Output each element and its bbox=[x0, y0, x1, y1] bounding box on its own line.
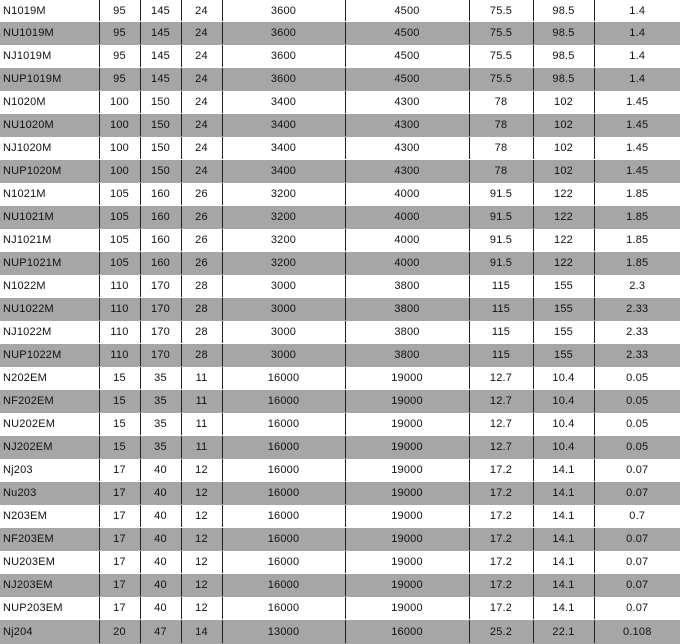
dynamic-load-cell: 78 bbox=[469, 137, 533, 160]
width-cell: 24 bbox=[181, 45, 222, 68]
static-load-cell: 98.5 bbox=[533, 68, 594, 91]
weight-cell: 2.3 bbox=[594, 275, 680, 298]
outer-diameter-cell: 170 bbox=[140, 344, 181, 367]
grease-speed-cell: 16000 bbox=[222, 551, 345, 574]
dynamic-load-cell: 17.2 bbox=[469, 482, 533, 505]
dynamic-load-cell: 75.5 bbox=[469, 68, 533, 91]
outer-diameter-cell: 160 bbox=[140, 183, 181, 206]
dynamic-load-cell: 75.5 bbox=[469, 45, 533, 68]
outer-diameter-cell: 170 bbox=[140, 321, 181, 344]
grease-speed-cell: 3600 bbox=[222, 0, 345, 22]
outer-diameter-cell: 160 bbox=[140, 206, 181, 229]
width-cell: 24 bbox=[181, 91, 222, 114]
model-cell: NJ1020M bbox=[0, 137, 99, 160]
grease-speed-cell: 3600 bbox=[222, 45, 345, 68]
table-row bbox=[0, 298, 680, 321]
dynamic-load-cell: 17.2 bbox=[469, 597, 533, 620]
weight-cell: 1.4 bbox=[594, 68, 680, 91]
weight-cell: 0.05 bbox=[594, 436, 680, 459]
width-cell: 28 bbox=[181, 344, 222, 367]
grease-speed-cell: 3600 bbox=[222, 68, 345, 91]
bore-cell: 100 bbox=[99, 160, 140, 183]
oil-speed-cell: 4300 bbox=[345, 91, 469, 114]
bore-cell: 95 bbox=[99, 0, 140, 22]
static-load-cell: 14.1 bbox=[533, 459, 594, 482]
weight-cell: 2.33 bbox=[594, 344, 680, 367]
weight-cell: 2.33 bbox=[594, 298, 680, 321]
grease-speed-cell: 16000 bbox=[222, 574, 345, 597]
static-load-cell: 10.4 bbox=[533, 367, 594, 390]
dynamic-load-cell: 12.7 bbox=[469, 436, 533, 459]
table-row bbox=[0, 114, 680, 137]
outer-diameter-cell: 145 bbox=[140, 45, 181, 68]
oil-speed-cell: 4300 bbox=[345, 160, 469, 183]
oil-speed-cell: 4500 bbox=[345, 0, 469, 22]
width-cell: 28 bbox=[181, 275, 222, 298]
outer-diameter-cell: 40 bbox=[140, 528, 181, 551]
static-load-cell: 10.4 bbox=[533, 390, 594, 413]
outer-diameter-cell: 35 bbox=[140, 436, 181, 459]
dynamic-load-cell: 91.5 bbox=[469, 252, 533, 275]
table-row bbox=[0, 505, 680, 528]
static-load-cell: 102 bbox=[533, 137, 594, 160]
dynamic-load-cell: 12.7 bbox=[469, 367, 533, 390]
static-load-cell: 102 bbox=[533, 91, 594, 114]
static-load-cell: 14.1 bbox=[533, 528, 594, 551]
grease-speed-cell: 16000 bbox=[222, 505, 345, 528]
table-row bbox=[0, 459, 680, 482]
weight-cell: 1.85 bbox=[594, 229, 680, 252]
dynamic-load-cell: 78 bbox=[469, 114, 533, 137]
dynamic-load-cell: 17.2 bbox=[469, 528, 533, 551]
bore-cell: 110 bbox=[99, 275, 140, 298]
dynamic-load-cell: 17.2 bbox=[469, 551, 533, 574]
oil-speed-cell: 19000 bbox=[345, 528, 469, 551]
outer-diameter-cell: 160 bbox=[140, 229, 181, 252]
bore-cell: 105 bbox=[99, 183, 140, 206]
bore-cell: 105 bbox=[99, 206, 140, 229]
table-row bbox=[0, 321, 680, 344]
oil-speed-cell: 19000 bbox=[345, 505, 469, 528]
model-cell: N1019M bbox=[0, 0, 99, 22]
grease-speed-cell: 3400 bbox=[222, 91, 345, 114]
grease-speed-cell: 3200 bbox=[222, 229, 345, 252]
weight-cell: 1.45 bbox=[594, 160, 680, 183]
model-cell: NJ202EM bbox=[0, 436, 99, 459]
oil-speed-cell: 3800 bbox=[345, 344, 469, 367]
outer-diameter-cell: 150 bbox=[140, 160, 181, 183]
grease-speed-cell: 16000 bbox=[222, 459, 345, 482]
oil-speed-cell: 4300 bbox=[345, 114, 469, 137]
table-row bbox=[0, 390, 680, 413]
width-cell: 26 bbox=[181, 229, 222, 252]
oil-speed-cell: 19000 bbox=[345, 482, 469, 505]
width-cell: 12 bbox=[181, 505, 222, 528]
width-cell: 28 bbox=[181, 298, 222, 321]
outer-diameter-cell: 150 bbox=[140, 91, 181, 114]
weight-cell: 1.45 bbox=[594, 137, 680, 160]
static-load-cell: 14.1 bbox=[533, 597, 594, 620]
static-load-cell: 14.1 bbox=[533, 551, 594, 574]
outer-diameter-cell: 145 bbox=[140, 68, 181, 91]
width-cell: 26 bbox=[181, 252, 222, 275]
weight-cell: 0.07 bbox=[594, 482, 680, 505]
table-row bbox=[0, 252, 680, 275]
model-cell: N1020M bbox=[0, 91, 99, 114]
model-cell: Nj204 bbox=[0, 620, 99, 644]
table-row bbox=[0, 275, 680, 298]
grease-speed-cell: 3000 bbox=[222, 344, 345, 367]
outer-diameter-cell: 40 bbox=[140, 551, 181, 574]
model-cell: NU203EM bbox=[0, 551, 99, 574]
table-row bbox=[0, 620, 680, 644]
width-cell: 24 bbox=[181, 68, 222, 91]
outer-diameter-cell: 145 bbox=[140, 0, 181, 22]
model-cell: NU1021M bbox=[0, 206, 99, 229]
dynamic-load-cell: 78 bbox=[469, 91, 533, 114]
bore-cell: 17 bbox=[99, 597, 140, 620]
bore-cell: 15 bbox=[99, 390, 140, 413]
table-row bbox=[0, 206, 680, 229]
bore-cell: 110 bbox=[99, 321, 140, 344]
oil-speed-cell: 19000 bbox=[345, 390, 469, 413]
grease-speed-cell: 3000 bbox=[222, 275, 345, 298]
weight-cell: 2.33 bbox=[594, 321, 680, 344]
table-row bbox=[0, 344, 680, 367]
width-cell: 24 bbox=[181, 137, 222, 160]
grease-speed-cell: 16000 bbox=[222, 390, 345, 413]
oil-speed-cell: 16000 bbox=[345, 620, 469, 644]
model-cell: N1021M bbox=[0, 183, 99, 206]
grease-speed-cell: 16000 bbox=[222, 367, 345, 390]
oil-speed-cell: 19000 bbox=[345, 551, 469, 574]
oil-speed-cell: 4000 bbox=[345, 252, 469, 275]
dynamic-load-cell: 91.5 bbox=[469, 206, 533, 229]
table-row bbox=[0, 574, 680, 597]
width-cell: 24 bbox=[181, 160, 222, 183]
width-cell: 28 bbox=[181, 321, 222, 344]
oil-speed-cell: 4300 bbox=[345, 137, 469, 160]
bore-cell: 17 bbox=[99, 574, 140, 597]
bore-cell: 105 bbox=[99, 252, 140, 275]
dynamic-load-cell: 12.7 bbox=[469, 413, 533, 436]
outer-diameter-cell: 47 bbox=[140, 620, 181, 644]
grease-speed-cell: 16000 bbox=[222, 436, 345, 459]
grease-speed-cell: 3400 bbox=[222, 137, 345, 160]
static-load-cell: 155 bbox=[533, 321, 594, 344]
width-cell: 14 bbox=[181, 620, 222, 644]
oil-speed-cell: 4500 bbox=[345, 68, 469, 91]
grease-speed-cell: 3000 bbox=[222, 321, 345, 344]
dynamic-load-cell: 17.2 bbox=[469, 459, 533, 482]
dynamic-load-cell: 115 bbox=[469, 344, 533, 367]
model-cell: N202EM bbox=[0, 367, 99, 390]
static-load-cell: 98.5 bbox=[533, 45, 594, 68]
bore-cell: 17 bbox=[99, 551, 140, 574]
bore-cell: 17 bbox=[99, 505, 140, 528]
table-row bbox=[0, 45, 680, 68]
dynamic-load-cell: 12.7 bbox=[469, 390, 533, 413]
dynamic-load-cell: 91.5 bbox=[469, 183, 533, 206]
weight-cell: 1.4 bbox=[594, 22, 680, 45]
static-load-cell: 155 bbox=[533, 344, 594, 367]
dynamic-load-cell: 115 bbox=[469, 321, 533, 344]
table-row bbox=[0, 229, 680, 252]
weight-cell: 1.85 bbox=[594, 206, 680, 229]
bore-cell: 100 bbox=[99, 137, 140, 160]
weight-cell: 0.7 bbox=[594, 505, 680, 528]
table-row bbox=[0, 367, 680, 390]
outer-diameter-cell: 170 bbox=[140, 298, 181, 321]
table-row bbox=[0, 0, 680, 22]
oil-speed-cell: 3800 bbox=[345, 321, 469, 344]
outer-diameter-cell: 160 bbox=[140, 252, 181, 275]
width-cell: 12 bbox=[181, 459, 222, 482]
model-cell: NUP1019M bbox=[0, 68, 99, 91]
static-load-cell: 122 bbox=[533, 229, 594, 252]
static-load-cell: 155 bbox=[533, 275, 594, 298]
table-row bbox=[0, 183, 680, 206]
table-row bbox=[0, 436, 680, 459]
oil-speed-cell: 4000 bbox=[345, 229, 469, 252]
model-cell: NUP1022M bbox=[0, 344, 99, 367]
outer-diameter-cell: 40 bbox=[140, 597, 181, 620]
table-row bbox=[0, 137, 680, 160]
bore-cell: 15 bbox=[99, 436, 140, 459]
weight-cell: 0.05 bbox=[594, 390, 680, 413]
grease-speed-cell: 3200 bbox=[222, 206, 345, 229]
oil-speed-cell: 19000 bbox=[345, 436, 469, 459]
grease-speed-cell: 3400 bbox=[222, 160, 345, 183]
outer-diameter-cell: 35 bbox=[140, 390, 181, 413]
model-cell: NF203EM bbox=[0, 528, 99, 551]
table-row bbox=[0, 22, 680, 45]
outer-diameter-cell: 40 bbox=[140, 505, 181, 528]
width-cell: 12 bbox=[181, 528, 222, 551]
grease-speed-cell: 16000 bbox=[222, 597, 345, 620]
oil-speed-cell: 3800 bbox=[345, 298, 469, 321]
static-load-cell: 22.1 bbox=[533, 620, 594, 644]
grease-speed-cell: 3400 bbox=[222, 114, 345, 137]
weight-cell: 1.4 bbox=[594, 0, 680, 22]
weight-cell: 0.07 bbox=[594, 459, 680, 482]
width-cell: 24 bbox=[181, 114, 222, 137]
weight-cell: 1.45 bbox=[594, 114, 680, 137]
dynamic-load-cell: 25.2 bbox=[469, 620, 533, 644]
weight-cell: 1.85 bbox=[594, 252, 680, 275]
model-cell: Nu203 bbox=[0, 482, 99, 505]
oil-speed-cell: 19000 bbox=[345, 459, 469, 482]
outer-diameter-cell: 35 bbox=[140, 367, 181, 390]
bore-cell: 17 bbox=[99, 528, 140, 551]
grease-speed-cell: 16000 bbox=[222, 528, 345, 551]
static-load-cell: 155 bbox=[533, 298, 594, 321]
static-load-cell: 122 bbox=[533, 252, 594, 275]
width-cell: 12 bbox=[181, 551, 222, 574]
bore-cell: 15 bbox=[99, 367, 140, 390]
dynamic-load-cell: 17.2 bbox=[469, 574, 533, 597]
width-cell: 24 bbox=[181, 22, 222, 45]
model-cell: NU202EM bbox=[0, 413, 99, 436]
model-cell: NJ1019M bbox=[0, 45, 99, 68]
outer-diameter-cell: 35 bbox=[140, 413, 181, 436]
static-load-cell: 14.1 bbox=[533, 505, 594, 528]
grease-speed-cell: 3200 bbox=[222, 252, 345, 275]
dynamic-load-cell: 75.5 bbox=[469, 0, 533, 22]
oil-speed-cell: 4000 bbox=[345, 183, 469, 206]
outer-diameter-cell: 150 bbox=[140, 114, 181, 137]
bore-cell: 95 bbox=[99, 68, 140, 91]
outer-diameter-cell: 40 bbox=[140, 482, 181, 505]
model-cell: NF202EM bbox=[0, 390, 99, 413]
bore-cell: 17 bbox=[99, 459, 140, 482]
dynamic-load-cell: 91.5 bbox=[469, 229, 533, 252]
dynamic-load-cell: 115 bbox=[469, 275, 533, 298]
static-load-cell: 10.4 bbox=[533, 436, 594, 459]
grease-speed-cell: 3200 bbox=[222, 183, 345, 206]
weight-cell: 1.85 bbox=[594, 183, 680, 206]
oil-speed-cell: 4000 bbox=[345, 206, 469, 229]
width-cell: 11 bbox=[181, 413, 222, 436]
bore-cell: 17 bbox=[99, 482, 140, 505]
static-load-cell: 10.4 bbox=[533, 413, 594, 436]
table-row bbox=[0, 160, 680, 183]
model-cell: NU1022M bbox=[0, 298, 99, 321]
model-cell: NUP203EM bbox=[0, 597, 99, 620]
dynamic-load-cell: 17.2 bbox=[469, 505, 533, 528]
weight-cell: 1.4 bbox=[594, 45, 680, 68]
width-cell: 12 bbox=[181, 597, 222, 620]
dynamic-load-cell: 115 bbox=[469, 298, 533, 321]
static-load-cell: 14.1 bbox=[533, 482, 594, 505]
model-cell: NJ203EM bbox=[0, 574, 99, 597]
model-cell: NJ1021M bbox=[0, 229, 99, 252]
width-cell: 11 bbox=[181, 367, 222, 390]
static-load-cell: 14.1 bbox=[533, 574, 594, 597]
table-row bbox=[0, 551, 680, 574]
grease-speed-cell: 13000 bbox=[222, 620, 345, 644]
width-cell: 12 bbox=[181, 574, 222, 597]
outer-diameter-cell: 150 bbox=[140, 137, 181, 160]
bore-cell: 95 bbox=[99, 22, 140, 45]
static-load-cell: 122 bbox=[533, 206, 594, 229]
grease-speed-cell: 16000 bbox=[222, 413, 345, 436]
bore-cell: 20 bbox=[99, 620, 140, 644]
static-load-cell: 102 bbox=[533, 114, 594, 137]
grease-speed-cell: 3000 bbox=[222, 298, 345, 321]
grease-speed-cell: 3600 bbox=[222, 22, 345, 45]
oil-speed-cell: 4500 bbox=[345, 45, 469, 68]
bore-cell: 110 bbox=[99, 344, 140, 367]
model-cell: NU1020M bbox=[0, 114, 99, 137]
weight-cell: 0.07 bbox=[594, 574, 680, 597]
table-row bbox=[0, 482, 680, 505]
grease-speed-cell: 16000 bbox=[222, 482, 345, 505]
weight-cell: 0.05 bbox=[594, 367, 680, 390]
weight-cell: 1.45 bbox=[594, 91, 680, 114]
oil-speed-cell: 19000 bbox=[345, 367, 469, 390]
table-row bbox=[0, 68, 680, 91]
outer-diameter-cell: 145 bbox=[140, 22, 181, 45]
bore-cell: 15 bbox=[99, 413, 140, 436]
bore-cell: 100 bbox=[99, 114, 140, 137]
width-cell: 24 bbox=[181, 0, 222, 22]
static-load-cell: 98.5 bbox=[533, 0, 594, 22]
outer-diameter-cell: 170 bbox=[140, 275, 181, 298]
weight-cell: 0.108 bbox=[594, 620, 680, 644]
width-cell: 26 bbox=[181, 206, 222, 229]
table-row bbox=[0, 528, 680, 551]
bore-cell: 100 bbox=[99, 91, 140, 114]
model-cell: N1022M bbox=[0, 275, 99, 298]
static-load-cell: 122 bbox=[533, 183, 594, 206]
weight-cell: 0.05 bbox=[594, 413, 680, 436]
dynamic-load-cell: 75.5 bbox=[469, 22, 533, 45]
static-load-cell: 98.5 bbox=[533, 22, 594, 45]
oil-speed-cell: 19000 bbox=[345, 413, 469, 436]
dynamic-load-cell: 78 bbox=[469, 160, 533, 183]
width-cell: 12 bbox=[181, 482, 222, 505]
outer-diameter-cell: 40 bbox=[140, 459, 181, 482]
weight-cell: 0.07 bbox=[594, 551, 680, 574]
table-row bbox=[0, 413, 680, 436]
oil-speed-cell: 4500 bbox=[345, 22, 469, 45]
width-cell: 11 bbox=[181, 436, 222, 459]
table-row bbox=[0, 91, 680, 114]
weight-cell: 0.07 bbox=[594, 597, 680, 620]
model-cell: Nj203 bbox=[0, 459, 99, 482]
outer-diameter-cell: 40 bbox=[140, 574, 181, 597]
oil-speed-cell: 3800 bbox=[345, 275, 469, 298]
bore-cell: 110 bbox=[99, 298, 140, 321]
table-row bbox=[0, 597, 680, 620]
model-cell: N203EM bbox=[0, 505, 99, 528]
model-cell: NJ1022M bbox=[0, 321, 99, 344]
model-cell: NU1019M bbox=[0, 22, 99, 45]
bore-cell: 95 bbox=[99, 45, 140, 68]
model-cell: NUP1020M bbox=[0, 160, 99, 183]
model-cell: NUP1021M bbox=[0, 252, 99, 275]
width-cell: 11 bbox=[181, 390, 222, 413]
oil-speed-cell: 19000 bbox=[345, 574, 469, 597]
oil-speed-cell: 19000 bbox=[345, 597, 469, 620]
static-load-cell: 102 bbox=[533, 160, 594, 183]
weight-cell: 0.07 bbox=[594, 528, 680, 551]
width-cell: 26 bbox=[181, 183, 222, 206]
bore-cell: 105 bbox=[99, 229, 140, 252]
